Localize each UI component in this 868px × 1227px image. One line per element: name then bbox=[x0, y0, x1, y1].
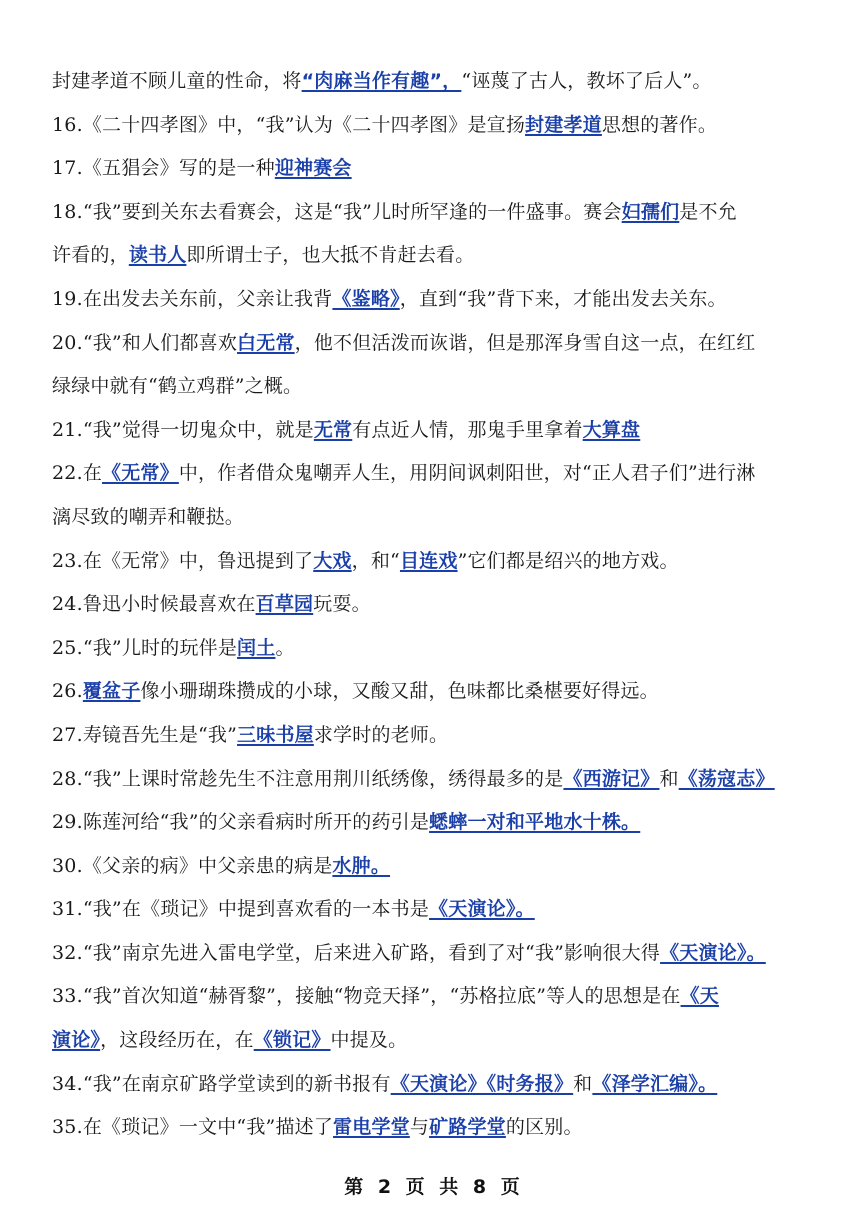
question-text: 。 bbox=[275, 636, 295, 659]
answer-text: 迎神赛会 bbox=[274, 157, 352, 180]
question-text: ，他不但活泼而诙谐，但是那浑身雪自这一点，在红红 bbox=[294, 331, 756, 354]
question-text: ”它们都是绍兴的地方戏。 bbox=[457, 549, 679, 572]
question-text: 34.“我”在南京矿路学堂读到的新书报有 bbox=[52, 1072, 391, 1095]
question-text: 25.“我”儿时的玩伴是 bbox=[52, 636, 238, 659]
question-text: 35.在《琐记》一文中“我”描述了 bbox=[52, 1116, 334, 1139]
question-text: ，直到“我”背下来，才能出发去关东。 bbox=[399, 287, 727, 310]
question-text: ，和“ bbox=[351, 549, 400, 572]
answer-text: 白无常 bbox=[237, 331, 295, 354]
question-text: 23.在《无常》中，鲁迅提到了 bbox=[52, 549, 314, 572]
answer-text: 《鉴略》 bbox=[332, 287, 400, 310]
question-text: ，这段经历在，在 bbox=[100, 1029, 254, 1052]
question-text: 许看的， bbox=[52, 244, 129, 267]
answer-text: 读书人 bbox=[128, 244, 187, 267]
question-text: 有点近人情，那鬼手里拿着 bbox=[352, 418, 583, 441]
text-line bbox=[52, 60, 818, 104]
text-line bbox=[52, 104, 818, 148]
answer-text: 《天演论》《时务报》 bbox=[390, 1072, 574, 1095]
question-text: 像小珊瑚珠攒成的小球，又酸又甜，色味都比桑椹要好得远。 bbox=[140, 680, 659, 703]
question-text: 的区别。 bbox=[505, 1116, 583, 1139]
answer-text: 《荡寇志》 bbox=[678, 767, 775, 790]
answer-text: 封建孝道 bbox=[525, 113, 602, 136]
answer-text: 演论》 bbox=[52, 1029, 101, 1052]
text-line bbox=[52, 1106, 818, 1150]
question-text: 19.在出发去关东前，父亲让我背 bbox=[52, 287, 333, 310]
question-text: 28.“我”上课时常趁先生不注意用荆川纸绣像，绣得最多的是 bbox=[52, 767, 564, 790]
question-text: 与 bbox=[409, 1116, 430, 1139]
question-text: 中，作者借众鬼嘲弄人生，用阴间讽刺阳世，对“正人君子们”进行淋 bbox=[178, 462, 756, 485]
question-text: 17.《五猖会》写的是一种 bbox=[52, 157, 275, 180]
question-text: 21.“我”觉得一切鬼众中，就是 bbox=[52, 418, 314, 441]
answer-text: 《天演论》。 bbox=[429, 898, 535, 921]
answer-text: 雷电学堂 bbox=[333, 1116, 410, 1139]
answer-text: 蟋蟀一对和平地水十株。 bbox=[429, 811, 641, 834]
answer-text: “肉麻当作有趣”， bbox=[301, 70, 462, 92]
question-text: 29.陈莲河给“我”的父亲看病时所开的药引是 bbox=[52, 811, 430, 834]
answer-text: 三味书屋 bbox=[237, 723, 314, 746]
text-line bbox=[52, 452, 818, 496]
question-text: 32.“我”南京先进入雷电学堂，后来进入矿路，看到了对“我”影响很大得 bbox=[52, 941, 661, 964]
question-text: “诬蔑了古人，教坏了后人”。 bbox=[461, 70, 712, 92]
question-text: 思想的著作。 bbox=[601, 113, 718, 136]
text-line bbox=[52, 627, 818, 671]
answer-text: 《西游记》 bbox=[563, 767, 660, 790]
question-text: 封建孝道不顾儿童的性命，将 bbox=[52, 70, 302, 92]
text-line bbox=[52, 147, 818, 191]
answer-text: 无常 bbox=[313, 418, 353, 441]
text-line bbox=[52, 670, 818, 714]
text-line bbox=[52, 975, 818, 1019]
text-line bbox=[52, 1019, 818, 1063]
answer-text: 闰土 bbox=[237, 636, 276, 659]
question-text: 漓尽致的嘲弄和鞭挞。 bbox=[52, 505, 245, 528]
text-line bbox=[52, 322, 818, 366]
question-text: 18.“我”要到关东去看赛会，这是“我”儿时所罕逢的一件盛事。赛会 bbox=[52, 200, 622, 223]
question-text: 22.在 bbox=[52, 462, 103, 485]
text-line bbox=[52, 932, 818, 976]
text-line bbox=[52, 278, 818, 322]
answer-text: 目连戏 bbox=[399, 549, 458, 572]
text-line bbox=[52, 714, 818, 758]
answer-text: 大戏 bbox=[313, 549, 352, 572]
question-text: 和 bbox=[659, 767, 679, 790]
question-text: 玩耍。 bbox=[313, 593, 371, 616]
answer-text: 妇孺们 bbox=[621, 200, 680, 223]
question-text: 31.“我”在《琐记》中提到喜欢看的一本书是 bbox=[52, 898, 430, 921]
text-line bbox=[52, 845, 818, 889]
text-line bbox=[52, 801, 818, 845]
answer-text: 水肿。 bbox=[332, 854, 391, 877]
question-text: 24.鲁迅小时候最喜欢在 bbox=[52, 593, 256, 616]
question-text: 即所谓士子，也大抵不肯赶去看。 bbox=[186, 244, 475, 267]
text-line bbox=[52, 409, 818, 453]
answer-text: 覆盆子 bbox=[82, 680, 141, 703]
answer-text: 百草园 bbox=[255, 593, 314, 616]
text-line bbox=[52, 191, 818, 235]
answer-text: 《锁记》 bbox=[253, 1029, 331, 1052]
answer-text: 《天演论》。 bbox=[660, 941, 766, 964]
text-line bbox=[52, 496, 818, 540]
text-line bbox=[52, 583, 818, 627]
answer-text: 《泽学汇编》。 bbox=[592, 1072, 718, 1095]
question-text: 中提及。 bbox=[330, 1029, 408, 1052]
text-line bbox=[52, 365, 818, 409]
text-line bbox=[52, 234, 818, 278]
question-text: 16.《二十四孝图》中，“我”认为《二十四孝图》是宣扬 bbox=[52, 113, 526, 136]
question-text: 27.寿镜吾先生是“我” bbox=[52, 723, 238, 746]
question-text: 30.《父亲的病》中父亲患的病是 bbox=[52, 854, 333, 877]
text-line bbox=[52, 540, 818, 584]
page-footer: 第 2 页 共 8 页 bbox=[344, 1176, 524, 1198]
answer-text: 大算盘 bbox=[582, 418, 641, 441]
text-line bbox=[52, 758, 818, 802]
answer-text: 《无常》 bbox=[102, 462, 179, 485]
answer-text: 矿路学堂 bbox=[429, 1116, 506, 1139]
answer-text: 《天 bbox=[680, 985, 719, 1008]
question-text: 26. bbox=[52, 680, 83, 703]
question-text: 是不允 bbox=[679, 200, 737, 223]
question-text: 20.“我”和人们都喜欢 bbox=[52, 331, 238, 354]
text-line bbox=[52, 1063, 818, 1107]
text-line bbox=[52, 888, 818, 932]
question-text: 33.“我”首次知道“赫胥黎”，接触“物竞天择”，“苏格拉底”等人的思想是在 bbox=[52, 985, 681, 1008]
question-text: 绿绿中就有“鹤立鸡群”之概。 bbox=[52, 375, 303, 398]
question-text: 和 bbox=[573, 1072, 593, 1095]
question-list bbox=[52, 60, 818, 1150]
question-text: 求学时的老师。 bbox=[313, 723, 449, 746]
